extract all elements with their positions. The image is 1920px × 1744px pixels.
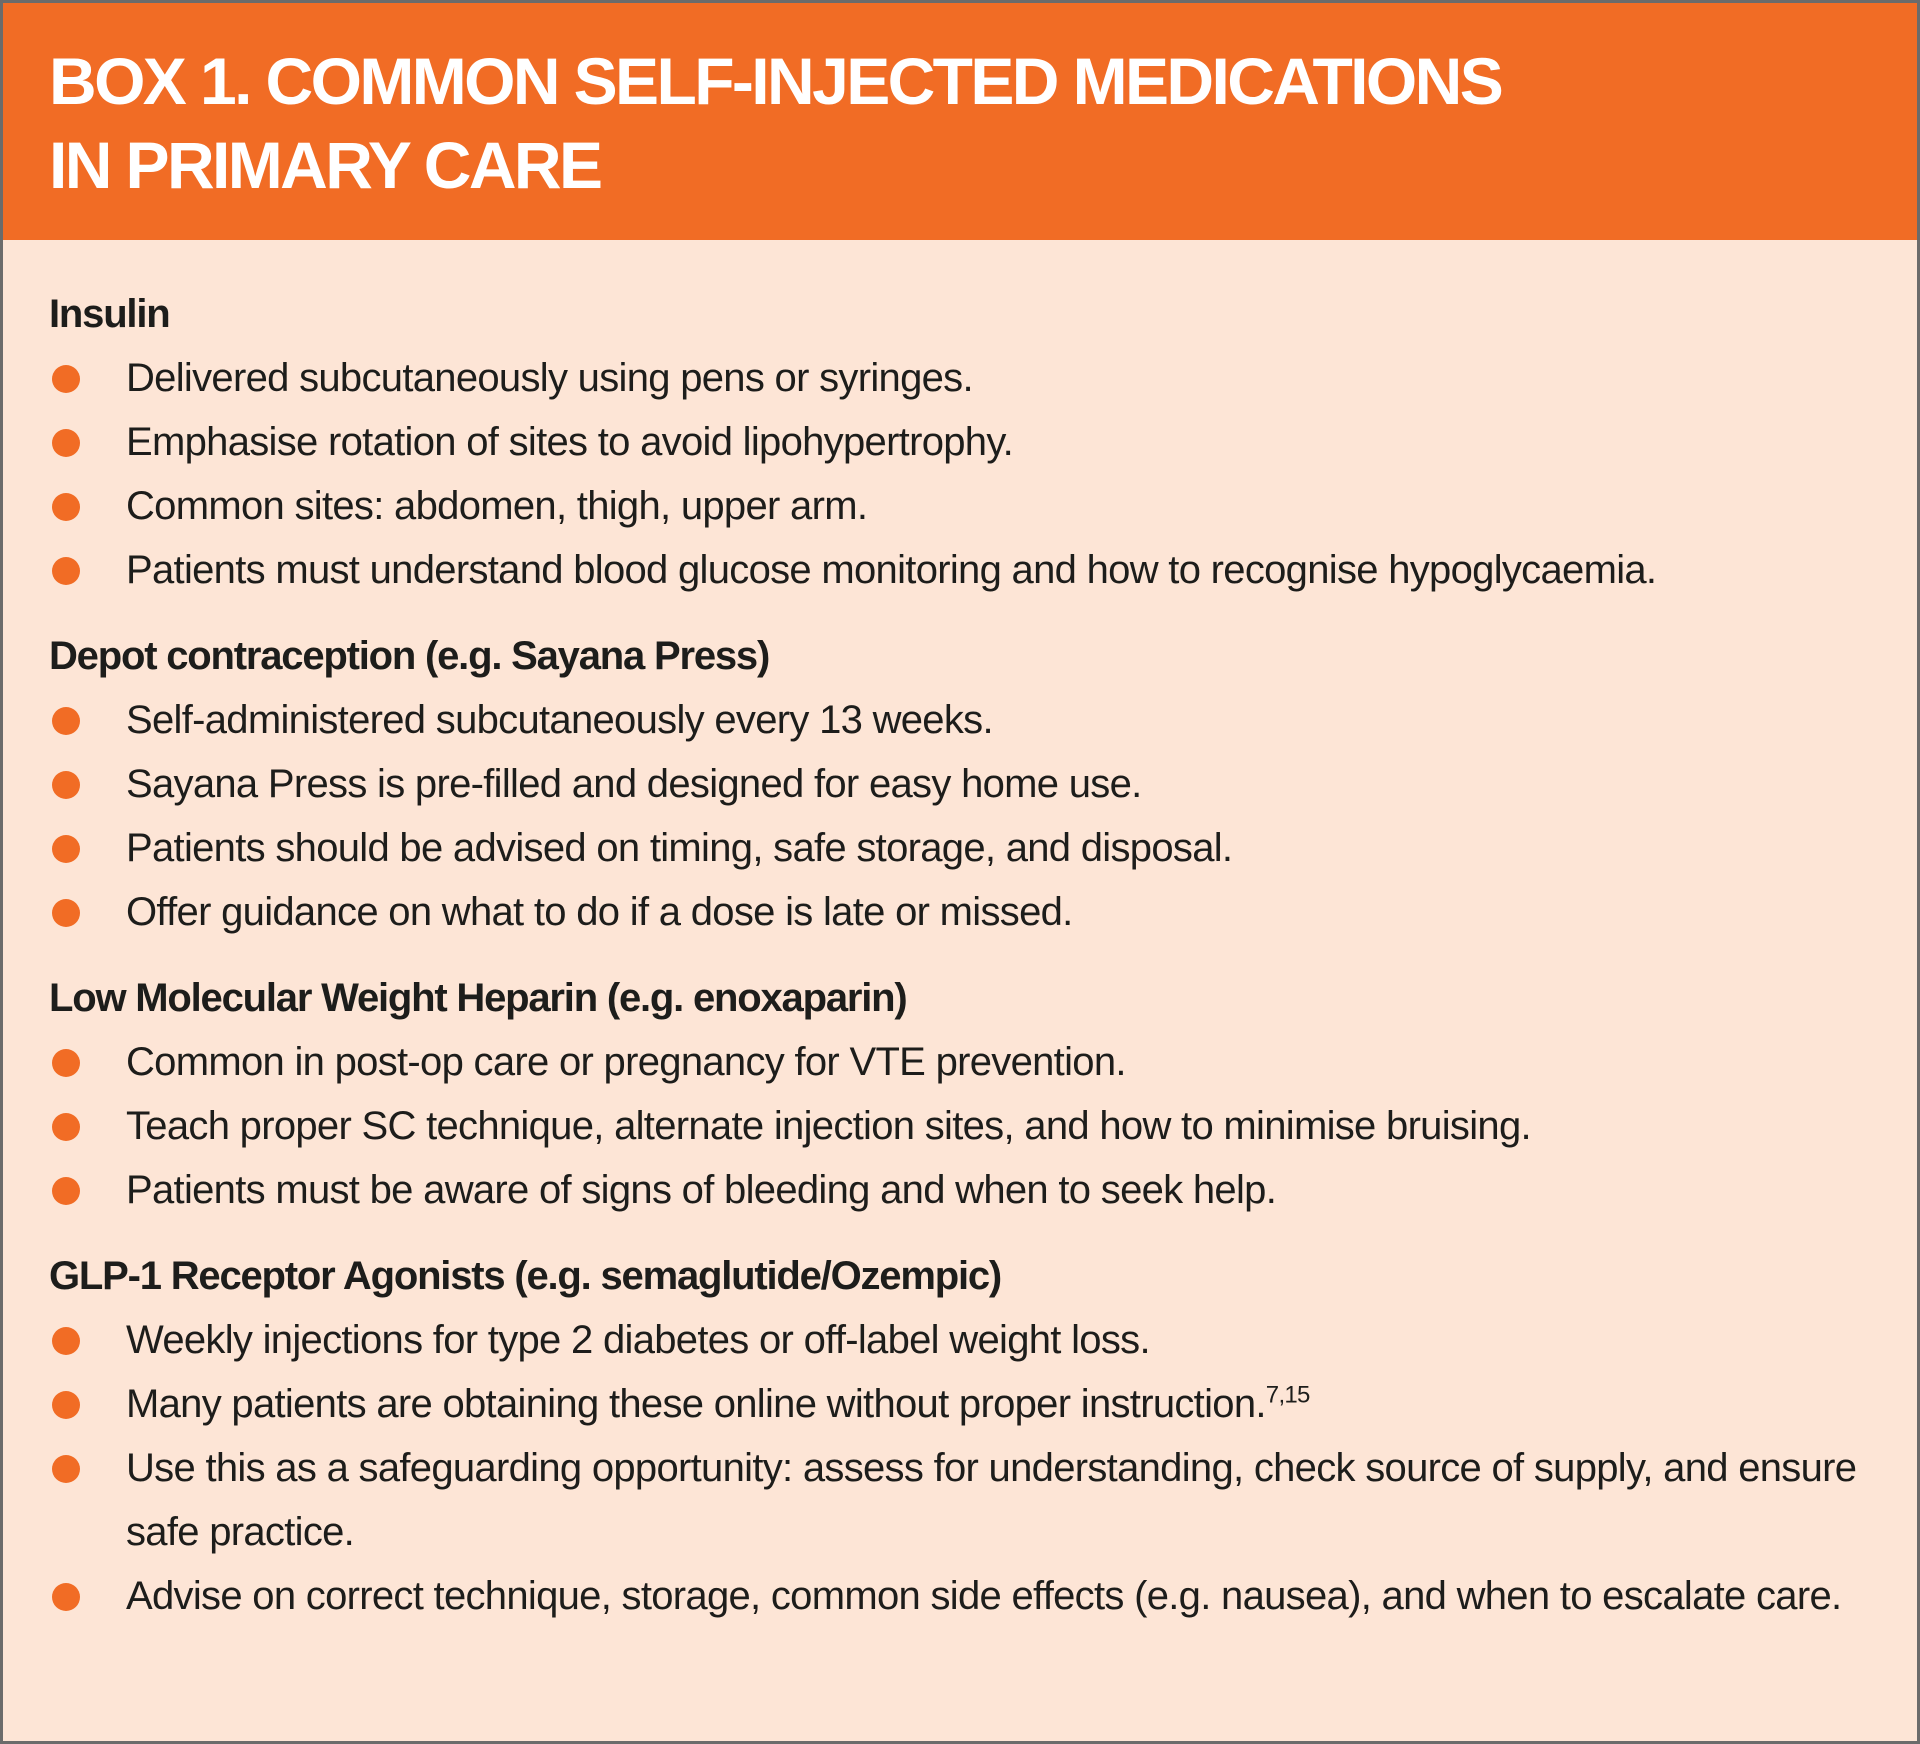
list-item-text: Patients should be advised on timing, safe storage, and disposal. [126,826,1233,870]
bullet-dot-icon [52,1049,80,1077]
list-item [49,880,1871,944]
list-item-text: Sayana Press is pre-filled and designed for easy home use. [126,762,1142,806]
list-item-text: Weekly injections for type 2 diabetes or off-label weight loss. [126,1318,1150,1362]
list-item-text: Many patients are obtaining these online without proper instruction. [126,1382,1266,1426]
section-heading: GLP-1 Receptor Agonists (e.g. semaglutide/Ozempic) [49,1254,1002,1298]
list-item [49,1436,1871,1564]
bullet-dot-icon [52,365,80,393]
bullet-dot-icon [52,835,80,863]
section-heading: Insulin [49,292,170,336]
section-heading: Low Molecular Weight Heparin (e.g. enoxaparin) [49,976,907,1020]
list-item-text: Teach proper SC technique, alternate injection sites, and how to minimise bruising. [126,1104,1531,1148]
box-title-line-1: BOX 1. COMMON SELF-INJECTED MEDICATIONS [49,44,1502,118]
list-item-text: Self-administered subcutaneously every 13 weeks. [126,698,993,742]
section-heading: Depot contraception (e.g. Sayana Press) [49,634,770,678]
section-insulin [49,282,1871,602]
section-glp1-agonists [49,1244,1871,1628]
bullet-dot-icon [52,1327,80,1355]
bullet-list [49,346,1871,602]
list-item-text: Patients must understand blood glucose monitoring and how to recognise hypoglycaemia. [126,548,1657,592]
bullet-dot-icon [52,429,80,457]
list-item-text: Use this as a safeguarding opportunity: assess for understanding, check source of supply, and ensure safe practice. [126,1446,1857,1554]
section-lmw-heparin [49,966,1871,1222]
section-depot-contraception [49,624,1871,944]
list-item [49,1372,1871,1436]
list-item [49,474,1871,538]
list-item-text: Patients must be aware of signs of bleeding and when to seek help. [126,1168,1277,1212]
list-item [49,538,1871,602]
list-item-text: Advise on correct technique, storage, common side effects (e.g. nausea), and when to escalate care. [126,1574,1842,1618]
list-item [49,1564,1871,1628]
bullet-dot-icon [52,557,80,585]
bullet-dot-icon [52,1177,80,1205]
list-item-text: Common in post-op care or pregnancy for VTE prevention. [126,1040,1126,1084]
list-item [49,1308,1871,1372]
box-header [3,3,1917,240]
list-item [49,1158,1871,1222]
bullet-dot-icon [52,1391,80,1419]
bullet-list [49,688,1871,944]
bullet-list [49,1030,1871,1222]
list-item [49,816,1871,880]
list-item-text: Delivered subcutaneously using pens or syringes. [126,356,973,400]
bullet-dot-icon [52,771,80,799]
list-item [49,1094,1871,1158]
list-item-text: Common sites: abdomen, thigh, upper arm. [126,484,868,528]
bullet-list [49,1308,1871,1628]
bullet-dot-icon [52,899,80,927]
list-item [49,410,1871,474]
list-item [49,346,1871,410]
reference-superscript: 7,15 [1265,1381,1310,1409]
bullet-dot-icon [52,1113,80,1141]
bullet-dot-icon [52,707,80,735]
box-content [3,240,1917,1628]
bullet-dot-icon [52,1583,80,1611]
list-item-text: Emphasise rotation of sites to avoid lipohypertrophy. [126,420,1014,464]
bullet-dot-icon [52,493,80,521]
list-item [49,752,1871,816]
box-title-line-2: IN PRIMARY CARE [49,128,601,202]
list-item [49,688,1871,752]
list-item-text: Offer guidance on what to do if a dose is late or missed. [126,890,1073,934]
bullet-dot-icon [52,1455,80,1483]
list-item [49,1030,1871,1094]
